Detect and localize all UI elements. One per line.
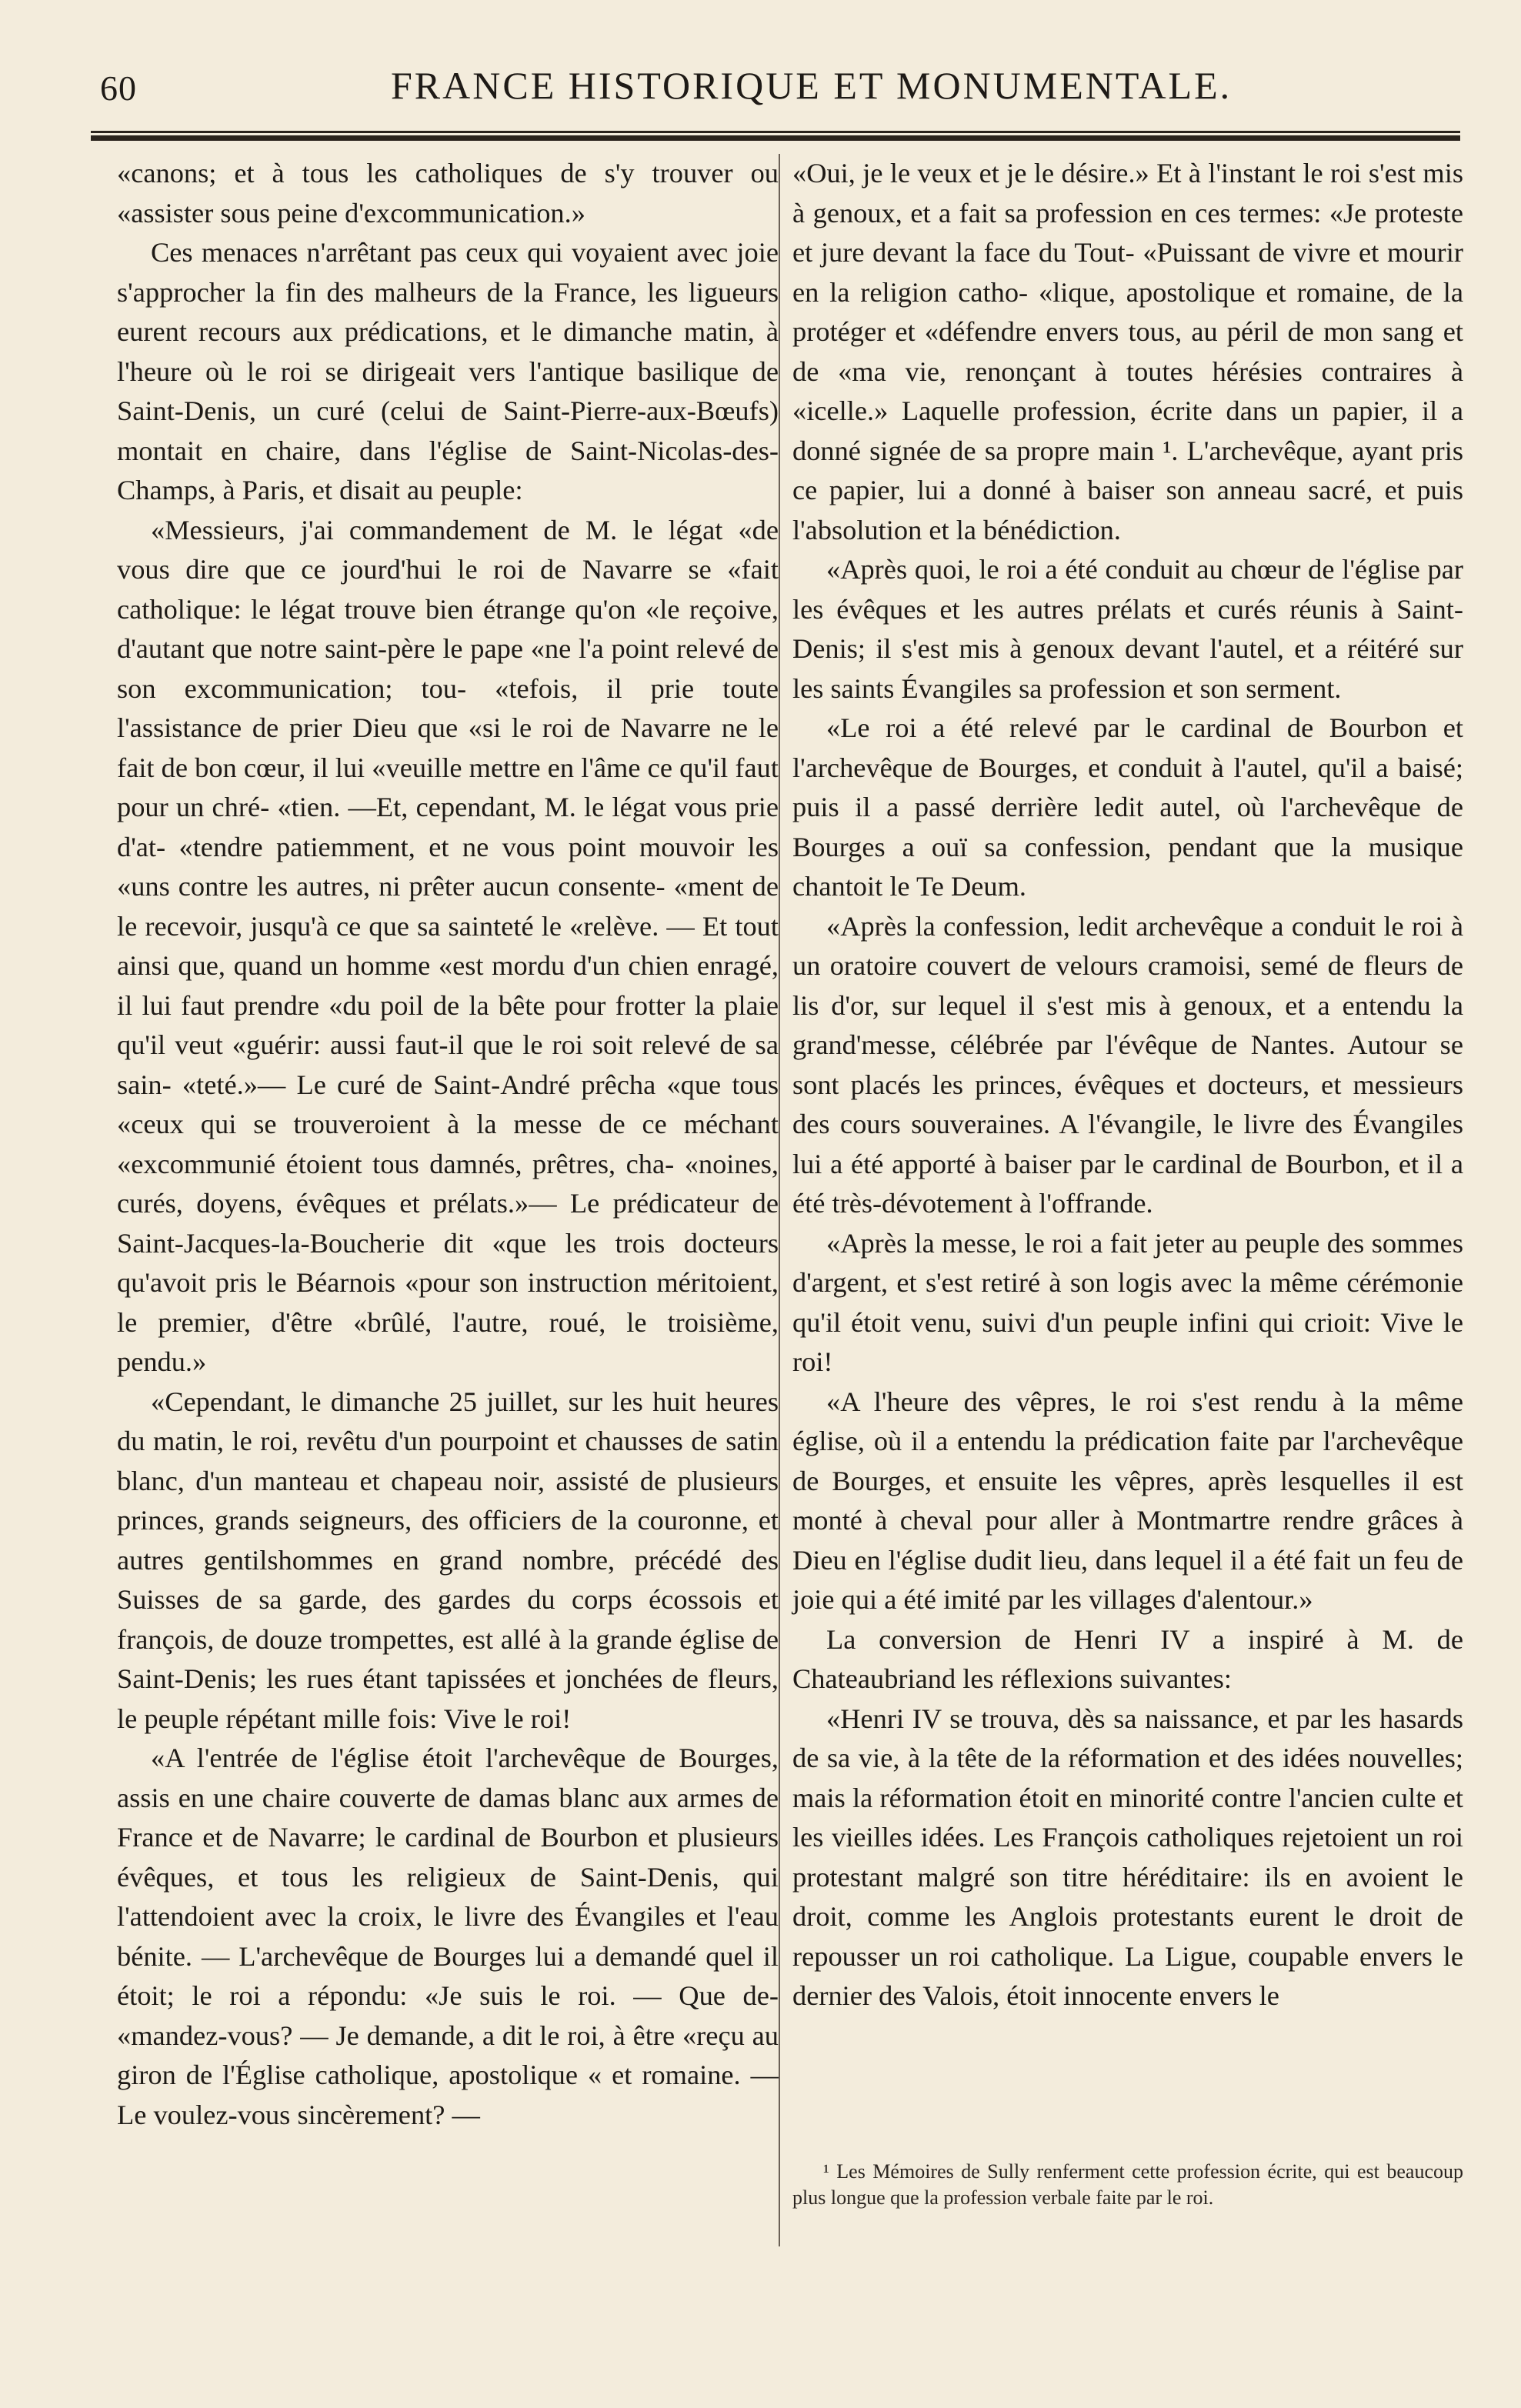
- paragraph: «Le roi a été relevé par le cardinal de Bourbon et l'archevêque de Bourges, et conduit à l'autel, qu'il a baisé; puis il a passé derrière ledit autel, où l'archevêque de Bourges a ouï sa confession, pendant que la musique chantoit le Te Deum.: [792, 712, 1463, 902]
- paragraph: «Cependant, le dimanche 25 juillet, sur les huit heures du matin, le roi, revêtu d'un pourpoint et chausses de satin blanc, d'un manteau et chapeau noir, assisté de plusieurs princes, grands seigneurs, des officiers de la couronne, et autres gentilshommes en grand nombre, précédé des Suisses de sa garde, des gardes du corps écossois et françois, de douze trompettes, est allé à la grande église de Saint-Denis; les rues étant tapissées et jonchées de fleurs, le peuple répétant mille fois: Vive le roi!: [117, 1386, 779, 1734]
- paragraph: «canons; et à tous les catholiques de s'y trouver ou «assister sous peine d'excommunication.»: [117, 158, 779, 228]
- paragraph: Ces menaces n'arrêtant pas ceux qui voyaient avec joie s'approcher la fin des malheurs de la France, les ligueurs eurent recours aux prédications, et le dimanche matin, à l'heure où le roi se dirigeait vers l'antique basilique de Saint-Denis, un curé (celui de Saint-Pierre-aux-Bœufs) montait en chaire, dans l'église de Saint-Nicolas-des-Champs, à Paris, et disait au peuple:: [117, 237, 779, 505]
- paragraph: «Après quoi, le roi a été conduit au chœur de l'église par les évêques et les autres prélats et curés réunis à Saint-Denis; il s'est mis à genoux devant l'autel, et a réitéré sur les saints Évangiles sa profession et son serment.: [792, 554, 1463, 704]
- paragraph: «A l'entrée de l'église étoit l'archevêque de Bourges, assis en une chaire couverte de damas blanc aux armes de France et de Navarre; le cardinal de Bourbon et plusieurs évêques, et tous les religieux de Saint-Denis, qui l'attendoient avec la croix, le livre des Évangiles et l'eau bénite. — L'archevêque de Bourges lui a demandé quel il étoit; le roi a répondu: «Je suis le roi. — Que de- «mandez-vous? — Je demande, a dit le roi, à être «reçu au giron de l'Église catholique, apostolique « et romaine. — Le voulez-vous sincèrement? —: [117, 1743, 779, 2130]
- paragraph: «Après la messe, le roi a fait jeter au peuple des sommes d'argent, et s'est retiré à son logis avec la même cérémonie qu'il étoit venu, suivi d'un peuple infini qui crioit: Vive le roi!: [792, 1227, 1463, 1377]
- page-number: 60: [100, 68, 137, 108]
- left-column: [117, 154, 779, 2135]
- footnote: [792, 2159, 1463, 2211]
- footnote-text: ¹ Les Mémoires de Sully renferment cette profession écrite, qui est beaucoup plus longue que la profession verbale faite par le roi.: [792, 2160, 1463, 2209]
- paragraph: «A l'heure des vêpres, le roi s'est rendu à la même église, où il a entendu la prédication faite par l'archevêque de Bourges, et ensuite les vêpres, après lesquelles il est monté à cheval pour aller à Montmartre rendre grâces à Dieu en l'église dudit lieu, dans lequel il a été fait un feu de joie qui a été imité par les villages d'alentour.»: [792, 1386, 1463, 1615]
- running-title: FRANCE HISTORIQUE ET MONUMENTALE.: [391, 64, 1232, 107]
- page-header: [91, 54, 1460, 115]
- right-column: [792, 154, 1463, 2016]
- paragraph: La conversion de Henri IV a inspiré à M. de Chateaubriand les réflexions suivantes:: [792, 1623, 1463, 1694]
- paragraph: «Oui, je le veux et je le désire.» Et à l'instant le roi s'est mis à genoux, et a fait sa profession en ces termes: «Je proteste et jure devant la face du Tout- «Puissant de vivre et mourir en la religion catho- «lique, apostolique et romaine, de la protéger et «défendre envers tous, au péril de mon sang et de «ma vie, renonçant à toutes hérésies contraires à «icelle.» Laquelle profession, écrite dans un papier, il a donné signée de sa propre main ¹. L'archevêque, ayant pris ce papier, lui a donné à baiser son anneau sacré, et puis l'absolution et la bénédiction.: [792, 158, 1463, 545]
- header-rule-thick: [91, 135, 1460, 141]
- header-rule-thin: [91, 131, 1460, 133]
- paragraph: «Henri IV se trouva, dès sa naissance, et par les hasards de sa vie, à la tête de la réformation et des idées nouvelles; mais la réformation étoit en minorité contre l'ancien culte et les vieilles idées. Les François catholiques rejetoient un roi protestant malgré son titre héréditaire: ils en avoient le droit, comme les Anglois protestants eurent le droit de repousser un roi catholique. La Ligue, coupable envers le dernier des Valois, étoit innocente envers le: [792, 1703, 1463, 2011]
- paragraph: «Après la confession, ledit archevêque a conduit le roi à un oratoire couvert de velours cramoisi, semé de fleurs de lis d'or, sur lequel il s'est mis à genoux, et a entendu la grand'messe, célébrée par l'évêque de Nantes. Autour se sont placés les princes, évêques et docteurs, et messieurs des cours souveraines. A l'évangile, le livre des Évangiles lui a été apporté à baiser par le cardinal de Bourbon, et il a été très-dévotement à l'offrande.: [792, 910, 1463, 1219]
- column-divider: [779, 154, 780, 2246]
- paragraph: «Messieurs, j'ai commandement de M. le légat «de vous dire que ce jourd'hui le roi de Navarre se «fait catholique: le légat trouve bien étrange qu'on «le reçoive, d'autant que notre saint-père le pape «ne l'a point relevé de son excommunication; tou- «tefois, il prie toute l'assistance de prier Dieu que «si le roi de Navarre ne le fait de bon cœur, il lui «veuille mettre en l'âme ce qu'il faut pour un chré- «tien. —Et, cependant, M. le légat vous prie d'at- «tendre patiemment, et ne vous point mouvoir les «uns contre les autres, ni prêter aucun consente- «ment de le recevoir, jusqu'à ce que sa sainteté le «relève. — Et tout ainsi que, quand un homme «est mordu d'un chien enragé, il lui faut prendre «du poil de la bête pour frotter la plaie qu'il veut «guérir: aussi faut-il que le roi soit relevé de sa sain- «teté.»— Le curé de Saint-André prêcha «que tous «ceux qui se trouveroient à la messe de ce méchant «excommunié étoient tous damnés, prêtres, cha- «noines, curés, doyens, évêques et prélats.»— Le prédicateur de Saint-Jacques-la-Boucherie dit «que les trois docteurs qu'avoit pris le Béarnois «pour son instruction méritoient, le premier, d'être «brûlé, l'autre, roué, le troisième, pendu.»: [117, 514, 779, 1377]
